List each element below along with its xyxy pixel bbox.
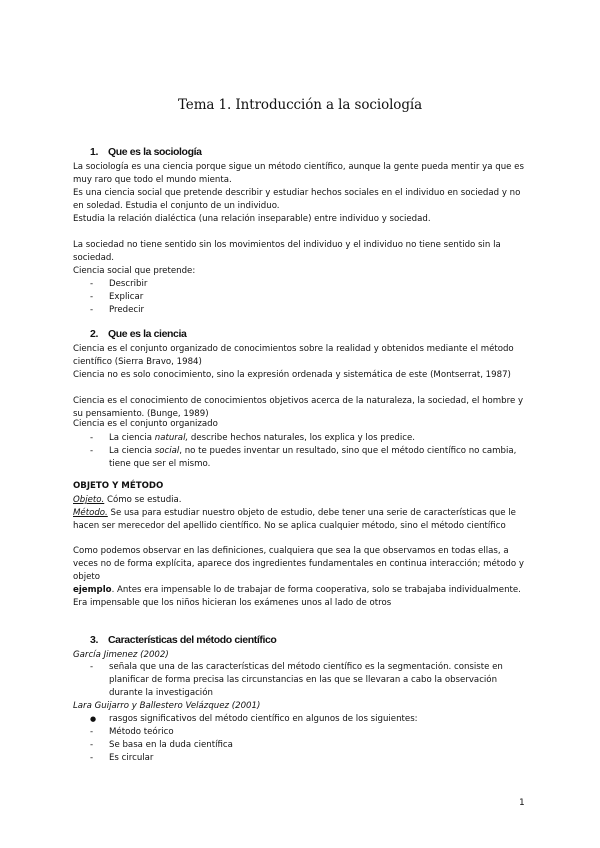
section-2-paragraph: Ciencia no es solo conocimiento, sino la expresión ordenada y sistemática de este (Montserrat, 1987) [73, 370, 511, 380]
list-item: - Método teórico [90, 727, 174, 737]
page-number: 1 [519, 798, 525, 808]
section-3-title: Características del método científico [108, 634, 277, 646]
section-1-paragraph: Es una ciencia social que pretende describir y estudiar hechos sociales en el individuo en sociedad y no en soledad. Estudia el conjunto de un individuo. [73, 188, 521, 212]
list-item: - Se basa en la duda científica [90, 740, 233, 750]
section-1-paragraph: Ciencia social que pretende: [73, 266, 196, 276]
bullet-icon: ● [90, 715, 97, 723]
objeto-definition: Objeto. Cómo se estudia. [73, 495, 182, 505]
bullet-item: ● rasgos significativos del método científico en algunos de los siguientes: [90, 713, 418, 726]
section-3-number: 3. [90, 634, 98, 646]
section-2-paragraph: Ciencia es el conjunto organizado [73, 419, 218, 429]
list-item: - La ciencia social, no te puedes inventar un resultado, sino que el método científico no cambia, tiene que ser el mismo. [90, 446, 517, 470]
section-1-paragraph: Estudia la relación dialéctica (una relación inseparable) entre individuo y sociedad. [73, 214, 431, 224]
document-title: Tema 1. Introducción a la sociología [177, 97, 423, 113]
section-2-title: Que es la ciencia [108, 328, 187, 340]
list-item: - señala que una de las características del método científico es la segmentación. consiste en planificar de forma precisa las circunstancias en las que se llevaran a cabo la observación durante la investigación [90, 662, 503, 699]
objeto-paragraph: Como podemos observar en las definiciones, cualquiera que sea la que observamos en todas ellas, a veces no de forma explícita, aparece dos ingredientes fundamentales en continua interacción; método y objeto [73, 546, 524, 583]
section-2-number: 2. [90, 328, 98, 340]
section-1-number: 1. [90, 146, 98, 158]
list-item: - Predecir [90, 305, 145, 315]
section-1-paragraph: La sociedad no tiene sentido sin los movimientos del individuo y el individuo no tiene sentido sin la sociedad. [73, 240, 501, 264]
section-1-paragraph: La sociología es una ciencia porque sigue un método científico, aunque la gente pueda mentir ya que es muy raro que todo el mundo mienta. [73, 162, 524, 186]
metodo-definition: Método. Se usa para estudiar nuestro objeto de estudio, debe tener una serie de características que le hacen ser merecedor del apellido científico. No se aplica cualquier método, sino el método científico [73, 508, 516, 532]
author-citation: Lara Guijarro y Ballestero Velázquez (2001) [73, 701, 261, 711]
section-2-paragraph: Ciencia es el conocimiento de conocimientos objetivos acerca de la naturaleza, la sociedad, el hombre y su pensamiento. (Bunge, 1989) [73, 396, 524, 420]
section-2-heading [90, 328, 186, 340]
section-1-heading [90, 146, 202, 158]
list-item: - Es circular [90, 753, 154, 763]
list-item: - Explicar [90, 292, 144, 302]
author-citation: García Jimenez (2002) [73, 650, 169, 660]
section-3-heading [90, 634, 276, 646]
section-1-title: Que es la sociología [108, 146, 202, 158]
ejemplo-paragraph: ejemplo. Antes era impensable lo de trabajar de forma cooperativa, solo se trabajaba individualmente. Era impensable que los niños hicieran los exámenes unos al lado de otros [73, 585, 521, 609]
objeto-metodo-heading: OBJETO Y MÉTODO [73, 481, 164, 491]
section-2-paragraph: Ciencia es el conjunto organizado de conocimientos sobre la realidad y obtenidos mediante el método científico (Sierra Bravo, 1984) [73, 344, 514, 368]
list-item: - Describir [90, 279, 148, 289]
list-item: - La ciencia natural, describe hechos naturales, los explica y los predice. [90, 433, 415, 443]
